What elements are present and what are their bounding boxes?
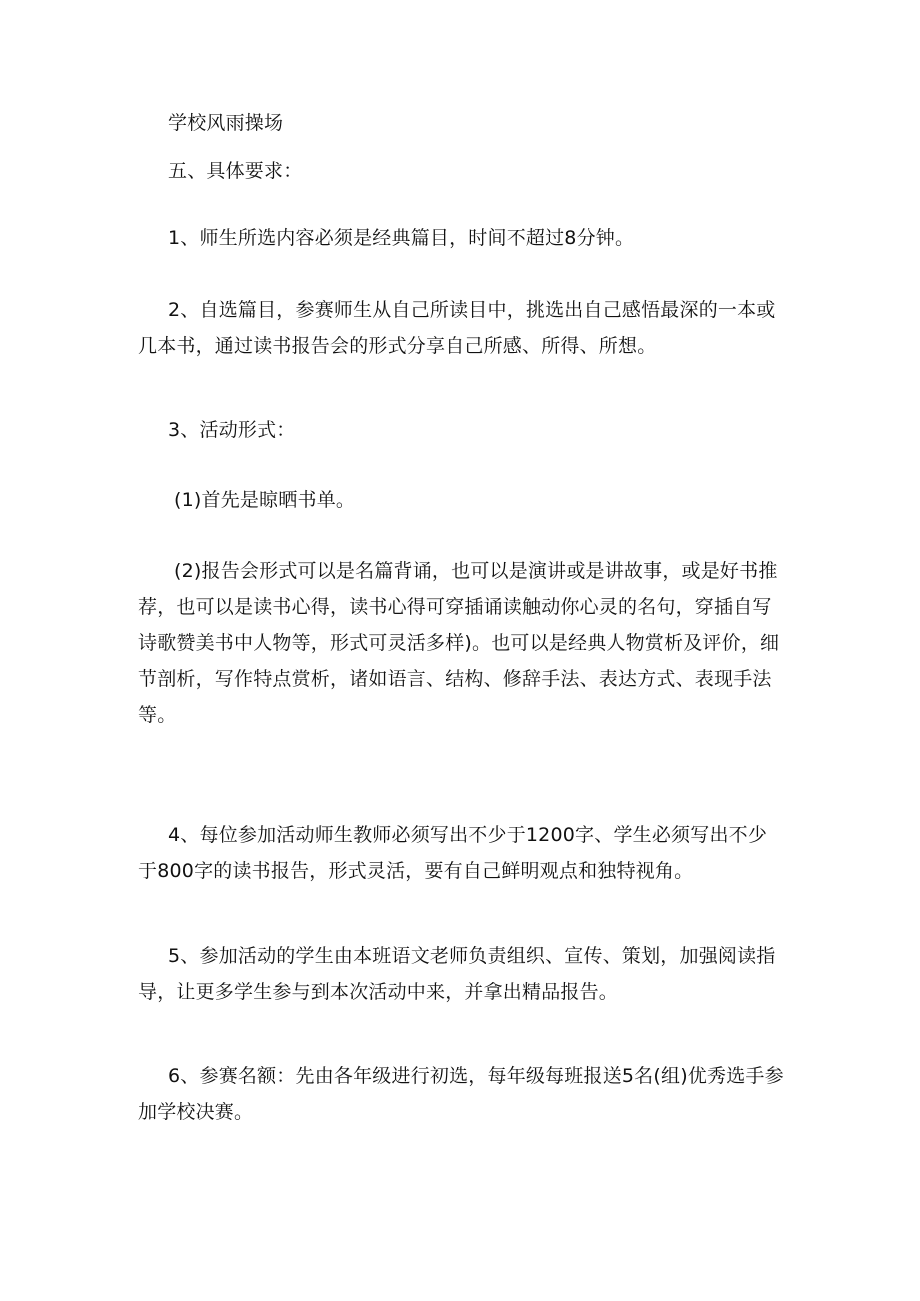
paragraph-item-3: 3、活动形式： [168, 419, 296, 441]
paragraph-item-4: 4、每位参加活动师生教师必须写出不少于1200字、学生必须写出不少于800字的读书报告，形式灵活，要有自己鲜明观点和独特视角。 [138, 824, 768, 882]
paragraph-venue: 学校风雨操场 [168, 112, 284, 134]
paragraph-item-5: 5、参加活动的学生由本班语文老师负责组织、宣传、策划，加强阅读指导，让更多学生参与到本次活动中来，并拿出精品报告。 [138, 945, 776, 1003]
heading-requirements: 五、具体要求： [168, 160, 303, 182]
paragraph-subitem-1: (1)首先是晾晒书单。 [174, 489, 356, 511]
paragraph-subitem-2: (2)报告会形式可以是名篇背诵，也可以是演讲或是讲故事，或是好书推荐，也可以是读书心得，读书心得可穿插诵读触动你心灵的名句，穿插自写诗歌赞美书中人物等，形式可灵活多样)。也可以是经典人物赏析及评价，细节剖析，写作特点赏析，诸如语言、结构、修辞手法、表达方式、表现手法等。 [138, 560, 780, 726]
paragraph-item-1: 1、师生所选内容必须是经典篇目，时间不超过8分钟。 [168, 227, 635, 249]
paragraph-item-2: 2、自选篇目，参赛师生从自己所读目中，挑选出自己感悟最深的一本或几本书，通过读书报告会的形式分享自己所感、所得、所想。 [138, 299, 776, 357]
paragraph-item-6: 6、参赛名额：先由各年级进行初选，每年级每班报送5名(组)优秀选手参加学校决赛。 [138, 1065, 784, 1123]
